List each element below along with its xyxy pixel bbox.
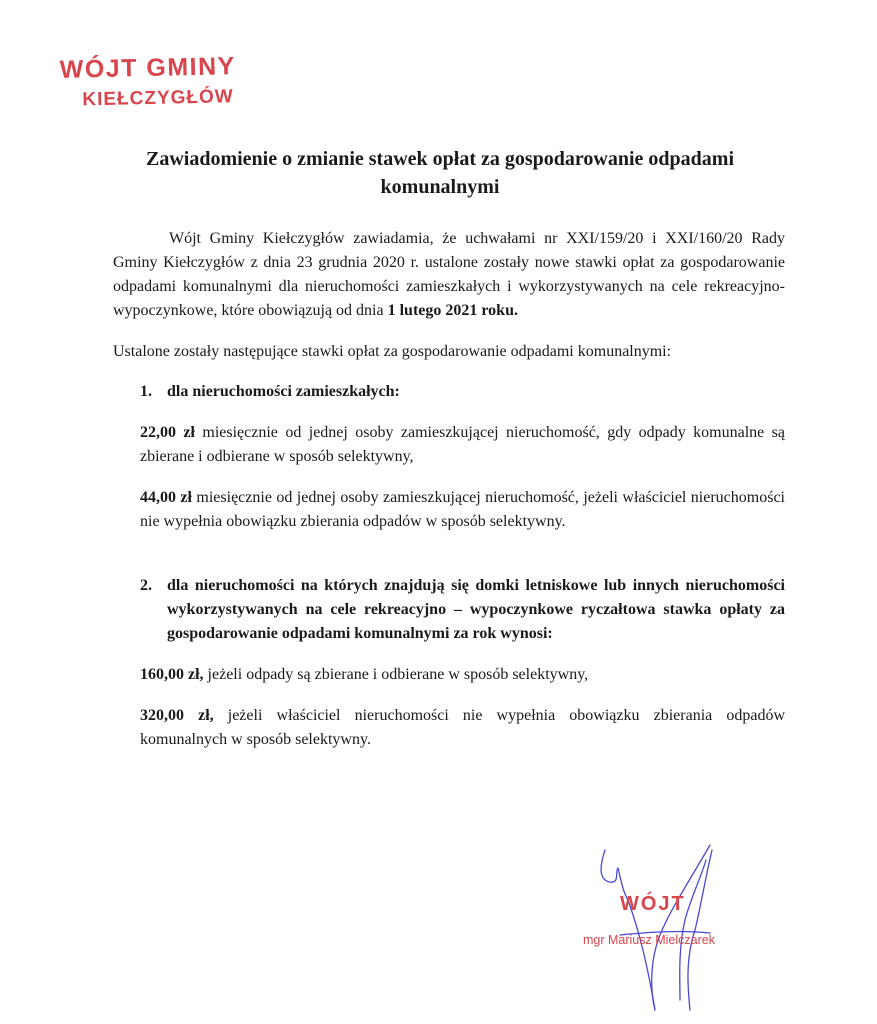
section-2-title: dla nieruchomości na których znajdują się domki letniskowe lub innych nieruchomości wykorzystywanych na cele rekreacyjno – wypoczynkowe ryczałtowa stawka opłaty za gospodarowanie odpadami komunalnymi za rok wynosi: (167, 577, 785, 642)
effective-date: 1 lutego 2021 roku. (387, 302, 518, 319)
rate-description: miesięcznie od jednej osoby zamieszkującej nieruchomość, gdy odpady komunalne są zbierane i odbierane w sposób selektywny, (140, 424, 786, 465)
section-2-heading (140, 574, 785, 646)
signature-title: WÓJT (620, 893, 686, 915)
section-1-heading (140, 380, 785, 404)
rate-description: jeżeli odpady są zbierane i odbierane w sposób selektywny, (203, 666, 589, 683)
official-stamp (59, 54, 236, 110)
rate-amount: 44,00 zł (140, 489, 192, 506)
lead-paragraph: Ustalone zostały następujące stawki opłat za gospodarowanie odpadami komunalnymi: (113, 343, 672, 360)
rate-amount: 320,00 zł, (140, 707, 214, 724)
stamp-line-1: WÓJT GMINY (59, 52, 237, 84)
section-1-title: dla nieruchomości zamieszkałych: (167, 383, 400, 400)
section-2-rate-selective (140, 663, 785, 687)
stamp-line-2: KIEŁCZYGŁÓW (82, 86, 234, 111)
intro-paragraph (113, 227, 785, 323)
section-1-rate-nonselective (140, 486, 785, 534)
rate-amount: 160,00 zł, (140, 666, 204, 683)
intro-text: Wójt Gminy Kiełczygłów zawiadamia, że uchwałami nr XXI/159/20 i XXI/160/20 Rady Gminy Kiełczygłów z dnia 23 grudnia 2020 r. ustalone zostały nowe stawki opłat za gospodarowanie odpadami komunalnymi dla nieruchomości zamieszkałych i wykorzystywanych na cele rekreacyjno-wypoczynkowe, które obowiązują od dnia (113, 230, 785, 319)
section-1-number: 1. (140, 383, 152, 400)
rate-amount: 22,00 zł (140, 424, 195, 441)
document-body (113, 227, 785, 752)
section-2-rate-nonselective (140, 704, 785, 752)
section-1-rate-selective (140, 421, 785, 469)
section-2-number: 2. (140, 577, 152, 594)
rate-description: jeżeli właściciel nieruchomości nie wypełnia obowiązku zbierania odpadów komunalnych w sposób selektywny. (140, 707, 786, 748)
signatory-name: mgr Mariusz Mielczarek (583, 933, 715, 947)
rate-description: miesięcznie od jednej osoby zamieszkującej nieruchomość, jeżeli właściciel nieruchomości nie wypełnia obowiązku zbierania odpadów w sposób selektywny. (140, 489, 786, 530)
handwritten-signature (560, 840, 760, 1020)
document-title: Zawiadomienie o zmianie stawek opłat za gospodarowanie odpadami komunalnymi (146, 148, 734, 198)
